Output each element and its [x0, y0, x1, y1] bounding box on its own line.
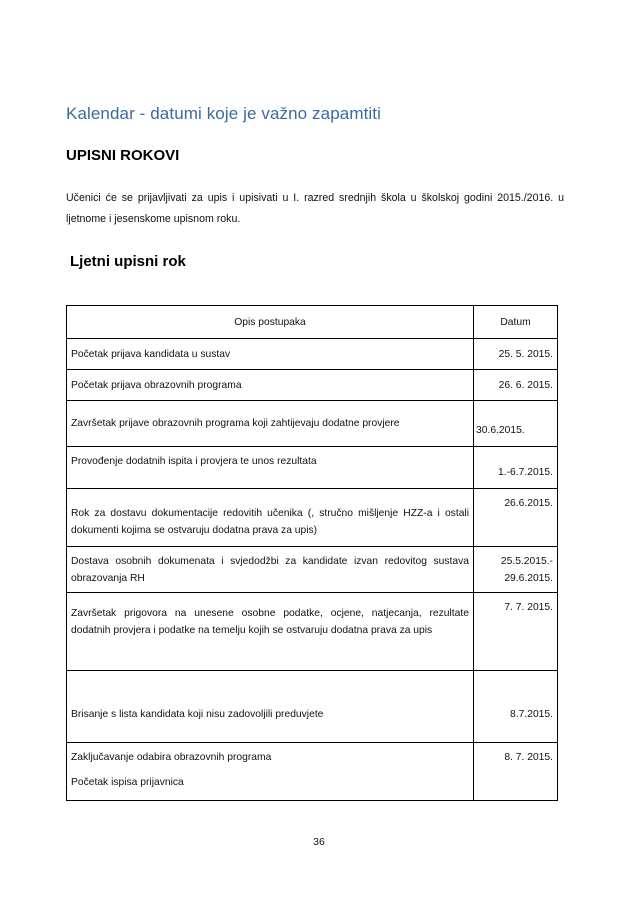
column-header-description: Opis postupaka — [67, 306, 474, 339]
schedule-table — [66, 305, 558, 801]
row-description-line: Zaključavanje odabira obrazovnih programa — [71, 752, 272, 763]
row-description-line: Početak ispisa prijavnica — [71, 777, 184, 788]
row-date: 25. 5. 2015. — [474, 339, 558, 370]
table-row — [67, 370, 558, 401]
row-description: Završetak prigovora na unesene osobne podatke, ocjene, natjecanja, rezultate dodatnih provjera i podatke na temelju kojih se ostvaruju dodatna prava za upis — [67, 593, 474, 671]
table-row — [67, 743, 558, 801]
row-description: Završetak prijave obrazovnih programa koji zahtijevaju dodatne provjere — [67, 401, 474, 447]
row-date: 25.5.2015.- 29.6.2015. — [474, 547, 558, 593]
row-date: 1.-6.7.2015. — [474, 447, 558, 489]
section-heading: UPISNI ROKOVI — [66, 147, 180, 164]
table-row — [67, 401, 558, 447]
subsection-heading: Ljetni upisni rok — [70, 253, 186, 270]
row-description: Početak prijava obrazovnih programa — [67, 370, 474, 401]
row-date: 7. 7. 2015. — [474, 593, 558, 671]
row-date: 8.7.2015. — [474, 671, 558, 743]
table-row — [67, 447, 558, 489]
row-description — [67, 743, 474, 801]
page-number: 36 — [313, 836, 325, 848]
table-header-row — [67, 306, 558, 339]
row-description: Brisanje s lista kandidata koji nisu zadovoljili preduvjete — [67, 671, 474, 743]
table-row — [67, 671, 558, 743]
table-row — [67, 547, 558, 593]
row-date: 26.6.2015. — [474, 489, 558, 547]
table-row — [67, 339, 558, 370]
table-row — [67, 593, 558, 671]
page-title: Kalendar - datumi koje je važno zapamtiti — [66, 104, 381, 123]
row-date: 30.6.2015. — [474, 401, 558, 447]
intro-paragraph: Učenici će se prijavljivati za upis i upisivati u I. razred srednjih škola u školskoj godini 2015./2016. u ljetnome i jesenskome upisnom roku. — [66, 192, 564, 225]
row-description: Početak prijava kandidata u sustav — [67, 339, 474, 370]
row-description: Rok za dostavu dokumentacije redovitih učenika (, stručno mišljenje HZZ-a i ostali dokumenti kojima se ostvaruju dodatna prava za upis) — [67, 489, 474, 547]
row-description: Provođenje dodatnih ispita i provjera te unos rezultata — [67, 447, 474, 489]
row-date: 26. 6. 2015. — [474, 370, 558, 401]
row-date: 8. 7. 2015. — [474, 743, 558, 801]
table-row — [67, 489, 558, 547]
column-header-date: Datum — [474, 306, 558, 339]
row-description: Dostava osobnih dokumenata i svjedodžbi za kandidate izvan redovitog sustava obrazovanja RH — [67, 547, 474, 593]
